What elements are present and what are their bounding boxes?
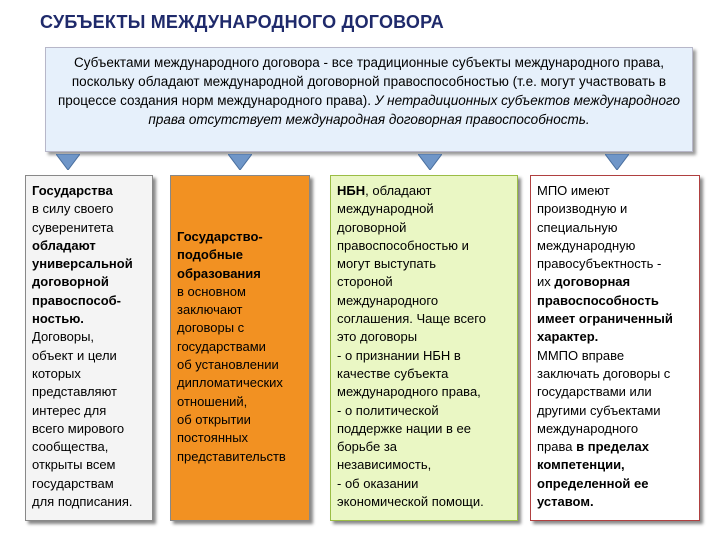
page-title: СУБЪЕКТЫ МЕЖДУНАРОДНОГО ДОГОВОРА [40, 12, 444, 32]
column-line: открыты всем [32, 457, 116, 473]
column-line: качестве субъекта [337, 365, 449, 381]
column-line: интерес для [32, 402, 107, 418]
column-line: в основном [177, 283, 246, 299]
column-line: объект и цели [32, 347, 117, 363]
column-line: НБН, обладают [337, 183, 432, 198]
column-line: договорной [337, 219, 407, 235]
column-line: специальную [537, 219, 618, 235]
column-line: образования [177, 265, 261, 281]
column-line: заключают [177, 302, 243, 318]
column-line: компетенции, [537, 457, 625, 473]
arrow-down-icon [418, 154, 442, 170]
column-line: имеет ограниченный [537, 311, 673, 327]
column-line: представляют [32, 384, 117, 400]
column-line: правоспособностью и [337, 237, 469, 253]
column-line: для подписания. [32, 494, 133, 510]
column-line: об открытии [177, 411, 251, 427]
column-line: государствам [32, 475, 114, 491]
column-state-like-entities [170, 175, 310, 521]
column-line: ностью. [32, 311, 84, 327]
column-line: экономической помощи. [337, 494, 484, 510]
column-line: стороной [337, 274, 393, 290]
column-line: уставом. [537, 494, 594, 510]
column-line: производную и [537, 201, 628, 217]
column-nations-fighting [330, 175, 518, 521]
column-line: международной [337, 201, 434, 217]
column-line: государствами [177, 338, 266, 354]
column-line: правосубъектность - [537, 256, 662, 272]
column-line: договорной [32, 274, 109, 290]
intro-text: Субъектами международного договора - все традиционные субъекты международного права, поскольку обладают международной договорной правоспособностью (т.е. могут участвовать в процессе создания норм международного права). [57, 55, 667, 108]
column-states [25, 175, 153, 521]
column-line: международного [337, 292, 439, 308]
column-line: Договоры, [32, 329, 95, 345]
intro-box [45, 47, 693, 152]
column-line: это договоры [337, 329, 418, 345]
column-line: правоспособность [537, 292, 659, 308]
column-line: универсальной [32, 256, 133, 272]
column-line: поддержке нации в ее [337, 420, 471, 436]
column-line: международного права, [337, 384, 481, 400]
column-line: заключать договоры с [537, 365, 671, 381]
column-line: договоры с [177, 320, 245, 336]
column-intl-organizations [530, 175, 700, 521]
column-line: Государство- [177, 229, 263, 244]
column-line: независимость, [337, 457, 432, 473]
arrow-down-icon [228, 154, 252, 170]
column-line: другими субъектами [537, 402, 661, 418]
column-line: определенной ее [537, 475, 649, 491]
column-line: в силу своего [32, 201, 114, 217]
column-line: характер. [537, 329, 599, 345]
column-line: всего мирового [32, 420, 125, 436]
column-line: об установлении [177, 357, 279, 373]
column-line: МПО имеют [537, 183, 610, 198]
column-line: отношений, [177, 393, 248, 409]
column-line: ММПО вправе [537, 347, 625, 363]
column-line: - о признании НБН в [337, 347, 461, 363]
column-line: соглашения. Чаще всего [337, 311, 486, 327]
column-line: которых [32, 365, 81, 381]
column-line: дипломатических [177, 375, 283, 391]
column-line: могут выступать [337, 256, 437, 272]
column-line: права в пределах [537, 439, 649, 455]
column-line: их договорная [537, 274, 631, 290]
column-line: борьбе за [337, 439, 398, 455]
column-line: обладают [32, 237, 96, 253]
arrow-down-icon [605, 154, 629, 170]
intro-italic-text: У нетрадиционных субъектов международного права отсутствует международная договорная правоспособность. [148, 93, 681, 127]
column-line: - об оказании [337, 475, 419, 491]
column-line: суверенитета [32, 219, 114, 235]
column-line: государствами или [537, 384, 652, 400]
column-line: правоспособ- [32, 292, 121, 308]
column-line: представительств [177, 448, 286, 464]
column-line: международную [537, 237, 636, 253]
column-line: - о политической [337, 402, 439, 418]
column-line: международного [537, 420, 639, 436]
column-line: сообщества, [32, 439, 109, 455]
column-line: постоянных [177, 430, 249, 446]
column-line: Государства [32, 183, 113, 198]
arrow-down-icon [56, 154, 80, 170]
column-line: подобные [177, 247, 244, 263]
